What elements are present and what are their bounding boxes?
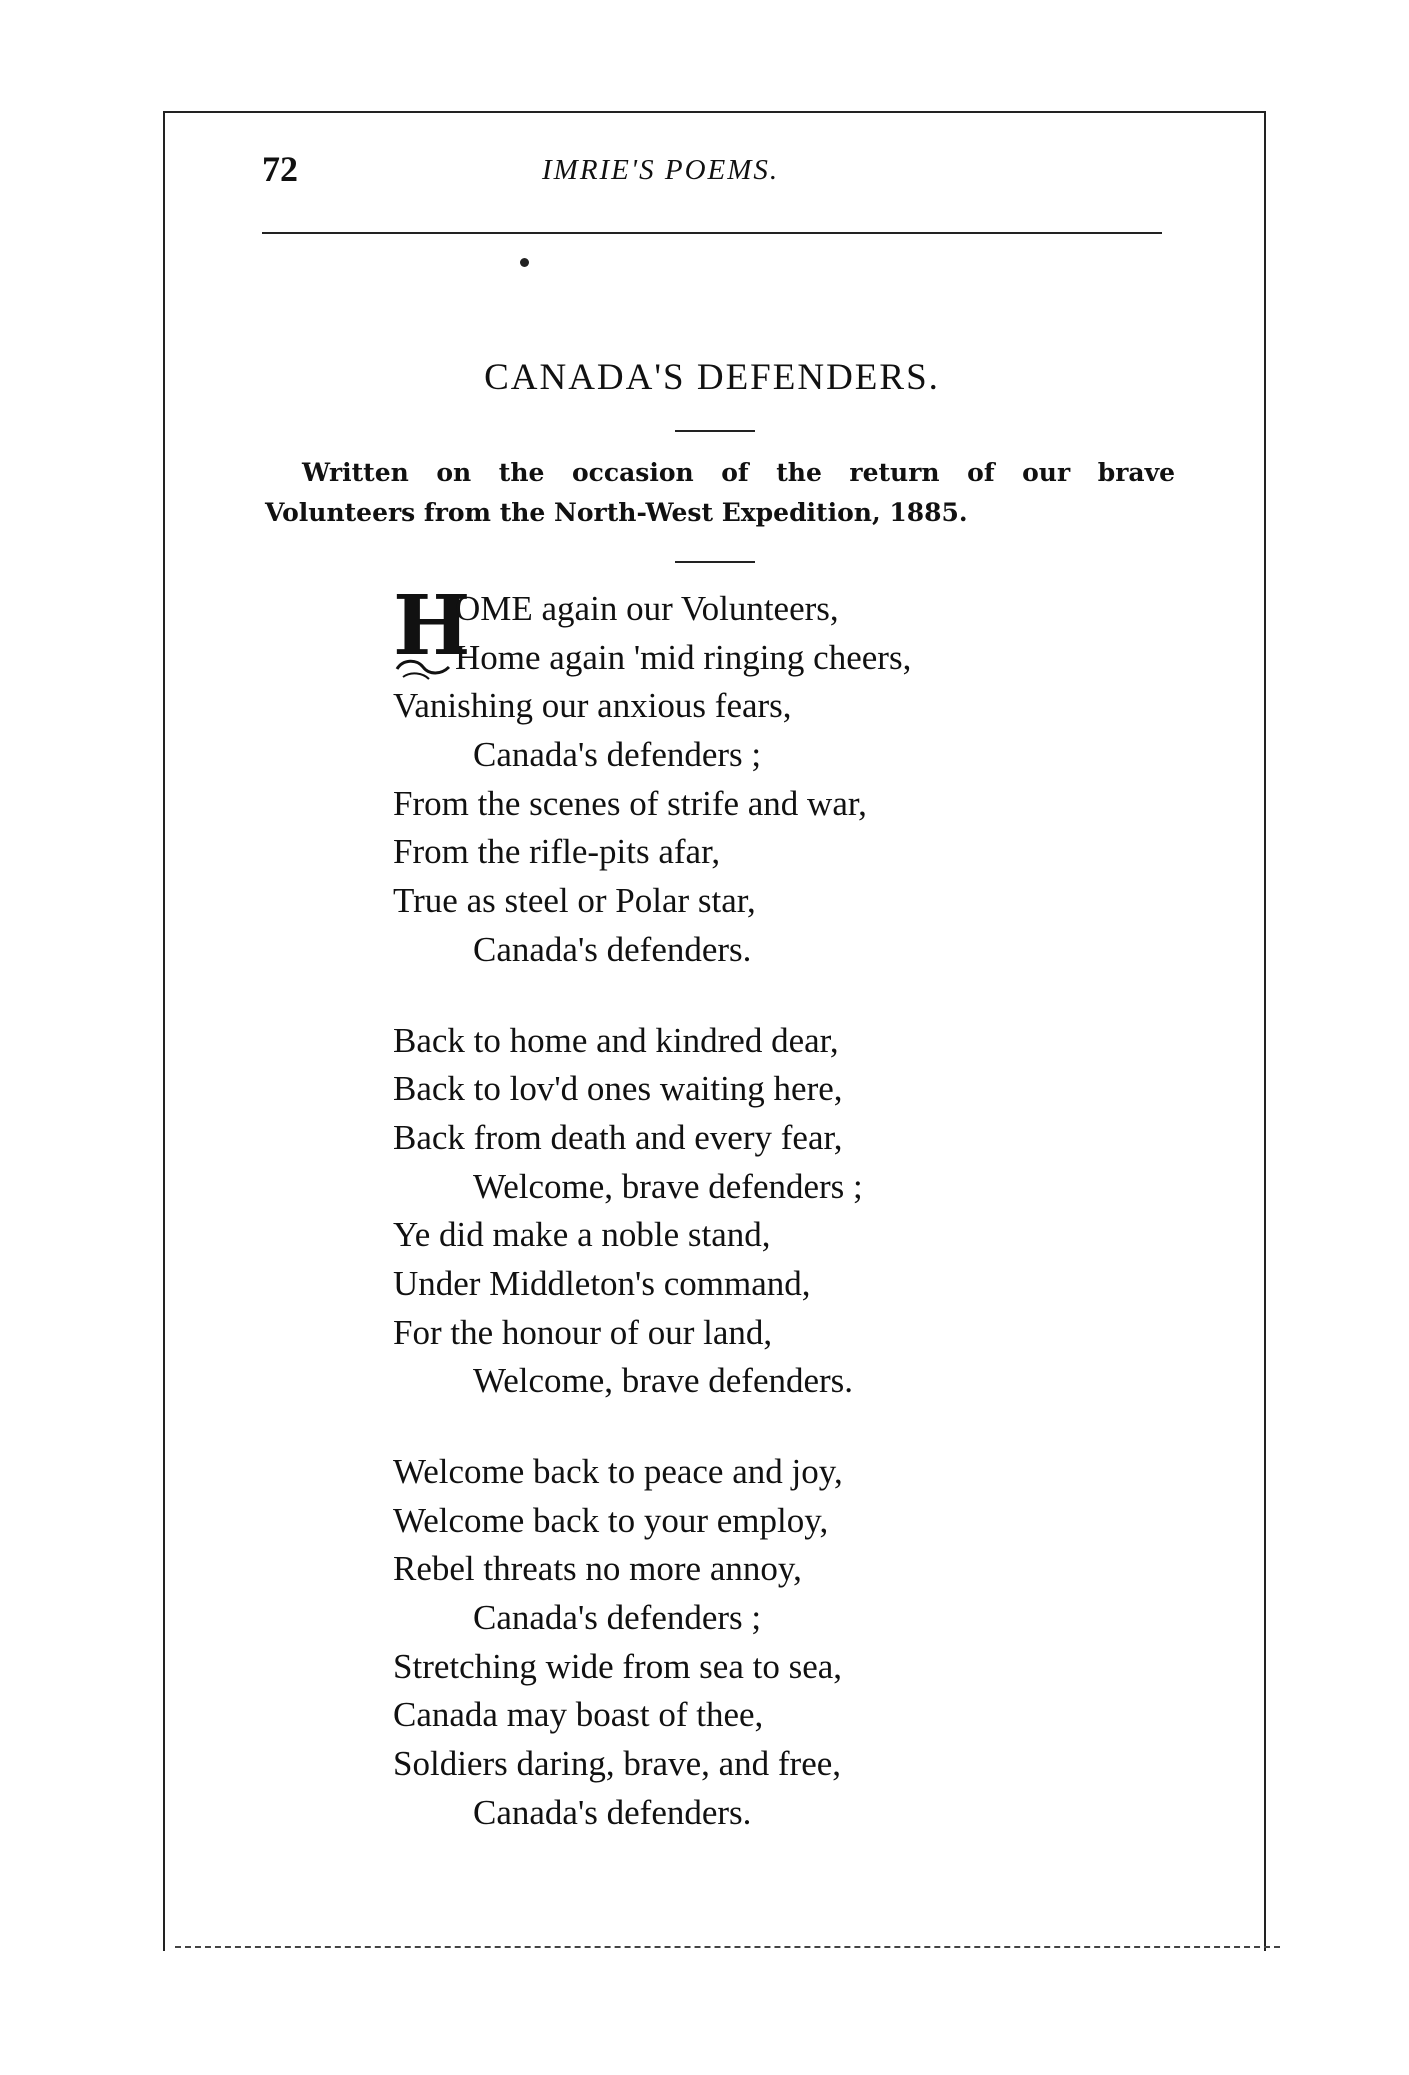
poem-line: OME again our Volunteers, (455, 589, 839, 628)
poem-line: Welcome, brave defenders ; (473, 1166, 863, 1206)
poem-line: Stretching wide from sea to sea, (393, 1646, 843, 1686)
poem-line: Rebel threats no more annoy, (393, 1549, 802, 1589)
book-title: IMRIE'S POEMS. (542, 154, 780, 186)
poem-line: Under Middleton's command, (393, 1263, 811, 1303)
poem-line: Home again 'mid ringing cheers, (455, 637, 912, 677)
poem-line: For the honour of our land, (393, 1312, 773, 1352)
drop-cap-ornament (393, 578, 471, 684)
poem-line: Canada's defenders ; (473, 735, 762, 775)
poem-line: Vanishing our anxious fears, (393, 686, 792, 726)
stanza-3 (393, 1448, 1153, 1838)
poem-line: Ye did make a noble stand, (393, 1215, 771, 1255)
poem-line-drop-cap-block (393, 578, 1153, 682)
running-head (262, 148, 1162, 196)
poem-line: Back from death and every fear, (393, 1117, 843, 1157)
poem-line: Canada may boast of thee, (393, 1695, 764, 1735)
ornament-dot (520, 258, 529, 267)
poem-body (393, 578, 1153, 1880)
head-rule (262, 232, 1162, 234)
drop-cap-letter: H (393, 578, 471, 674)
stanza-1 (393, 578, 1153, 975)
subtitle-rule (675, 561, 755, 563)
poem-line: Back to lov'd ones waiting here, (393, 1069, 843, 1109)
subtitle-line-1: Written on the occasion of the return of our brave (302, 458, 1175, 487)
page-frame-bottom-rule (175, 1946, 1280, 1948)
poem-subtitle (265, 453, 1175, 533)
poem-line: Canada's defenders ; (473, 1598, 762, 1638)
poem-line: From the rifle-pits afar, (393, 832, 721, 872)
poem-line: Canada's defenders. (473, 1792, 752, 1832)
poem-title: CANADA'S DEFENDERS. (484, 357, 940, 398)
poem-line: Welcome, brave defenders. (473, 1361, 854, 1401)
poem-line: Soldiers daring, brave, and free, (393, 1744, 842, 1784)
stanza-2 (393, 1017, 1153, 1407)
poem-line: From the scenes of strife and war, (393, 783, 867, 823)
poem-line: Canada's defenders. (473, 929, 752, 969)
title-rule (675, 430, 755, 432)
poem-line: Welcome back to your employ, (393, 1500, 829, 1540)
poem-line: Back to home and kindred dear, (393, 1020, 839, 1060)
poem-line: Welcome back to peace and joy, (393, 1452, 843, 1492)
page-number: 72 (262, 149, 298, 189)
subtitle-line-2: Volunteers from the North-West Expedition, 1885. (265, 498, 968, 527)
poem-line: True as steel or Polar star, (393, 881, 756, 921)
